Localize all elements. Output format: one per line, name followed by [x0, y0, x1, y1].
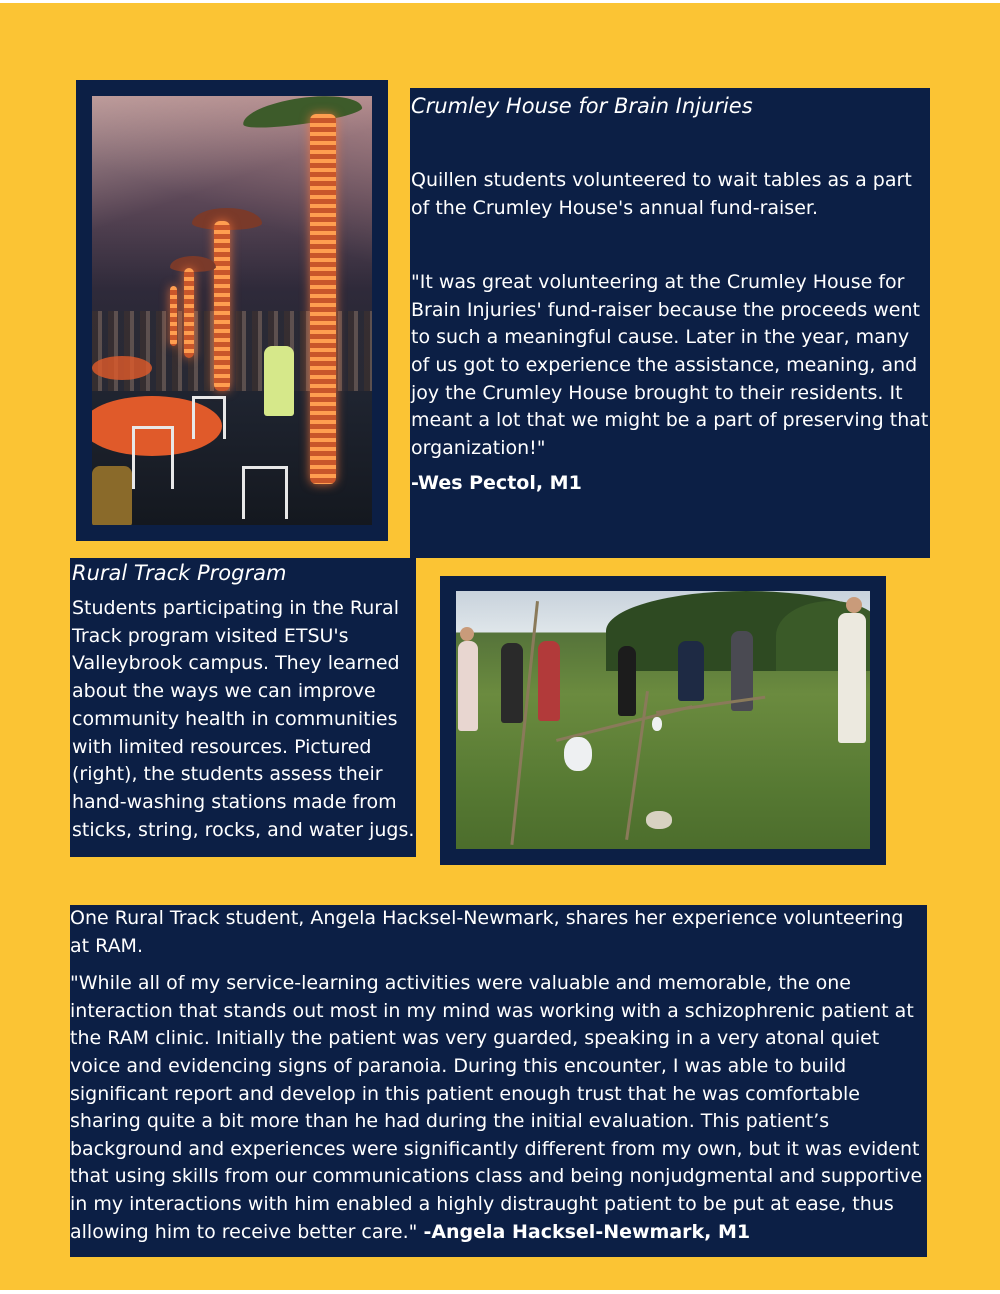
water-jug [652, 717, 662, 731]
handwashing-photo-frame [440, 576, 886, 865]
volunteer [264, 346, 294, 416]
palm-tree-lights [170, 286, 177, 346]
ram-story-panel [70, 905, 927, 1257]
ram-quote: "While all of my service-learning activities were valuable and memorable, the one interaction that stands out most in my mind was working with a schizophrenic patient at the RAM clinic. Initially the patient was very guarded, speaking in a very atonal quiet voice and evidencing signs of paranoia. During this encounter, I was able to build significant report and develop in this patient enough trust that he was comfortable sharing quite a bit more than he had during the initial evaluation. This patient’s background and experiences were significantly different from my own, but it was evident that using skills from our communications class and being nonjudgmental and supportive in my interactions with him enabled a highly distraught patient to be put at ease, thus allowing him to receive better care." [70, 972, 923, 1243]
student [678, 641, 704, 701]
crumley-quote: "It was great volunteering at the Crumley House for Brain Injuries' fund-raiser because the proceeds went to such a meaningful cause. Later in the year, many of us got to experience the assistance, meaning, and joy the Crumley House brought to their residents. It meant a lot that we might be a part of preserving that organization!" [411, 271, 929, 459]
student-head [460, 627, 474, 641]
instructor-head [846, 597, 862, 613]
fundraiser-photo-frame [76, 80, 388, 541]
student [618, 646, 636, 716]
rural-title: Rural Track Program [72, 561, 287, 585]
student [501, 643, 523, 723]
fundraiser-tent-photo [92, 96, 372, 525]
rock [646, 811, 672, 829]
rural-body: Students participating in the Rural Track program visited ETSU's Valleybrook campus. They learned about the ways we can improve community health in communities with limited resources. Pictured (right), the students assess their hand-washing stations made from sticks, string, rocks, and water jugs. [72, 597, 415, 841]
folding-chair [242, 466, 288, 519]
ram-quote-paragraph [70, 970, 927, 1246]
newsletter-page [0, 3, 1000, 1290]
handwashing-stations-photo [456, 591, 870, 849]
crumley-intro: Quillen students volunteered to wait tables as a part of the Crumley House's annual fund-raiser. [411, 169, 912, 219]
water-jug [564, 737, 592, 771]
palm-tree-lights [184, 268, 194, 358]
crumley-author: -Wes Pectol, M1 [411, 472, 582, 495]
folding-chair [132, 426, 174, 489]
palm-tree-lights [310, 114, 336, 484]
round-table [92, 356, 152, 380]
instructor [838, 613, 866, 743]
guest [92, 466, 132, 525]
rural-track-panel [70, 558, 416, 857]
ram-intro: One Rural Track student, Angela Hacksel-Newmark, shares her experience volunteering at RAM. [70, 907, 904, 957]
student [458, 641, 478, 731]
ram-author: -Angela Hacksel-Newmark, M1 [423, 1220, 751, 1243]
student [538, 641, 560, 721]
palm-tree-lights [214, 221, 230, 391]
folding-chair [192, 396, 226, 439]
crumley-title: Crumley House for Brain Injuries [411, 94, 753, 118]
crumley-house-panel [410, 88, 930, 558]
